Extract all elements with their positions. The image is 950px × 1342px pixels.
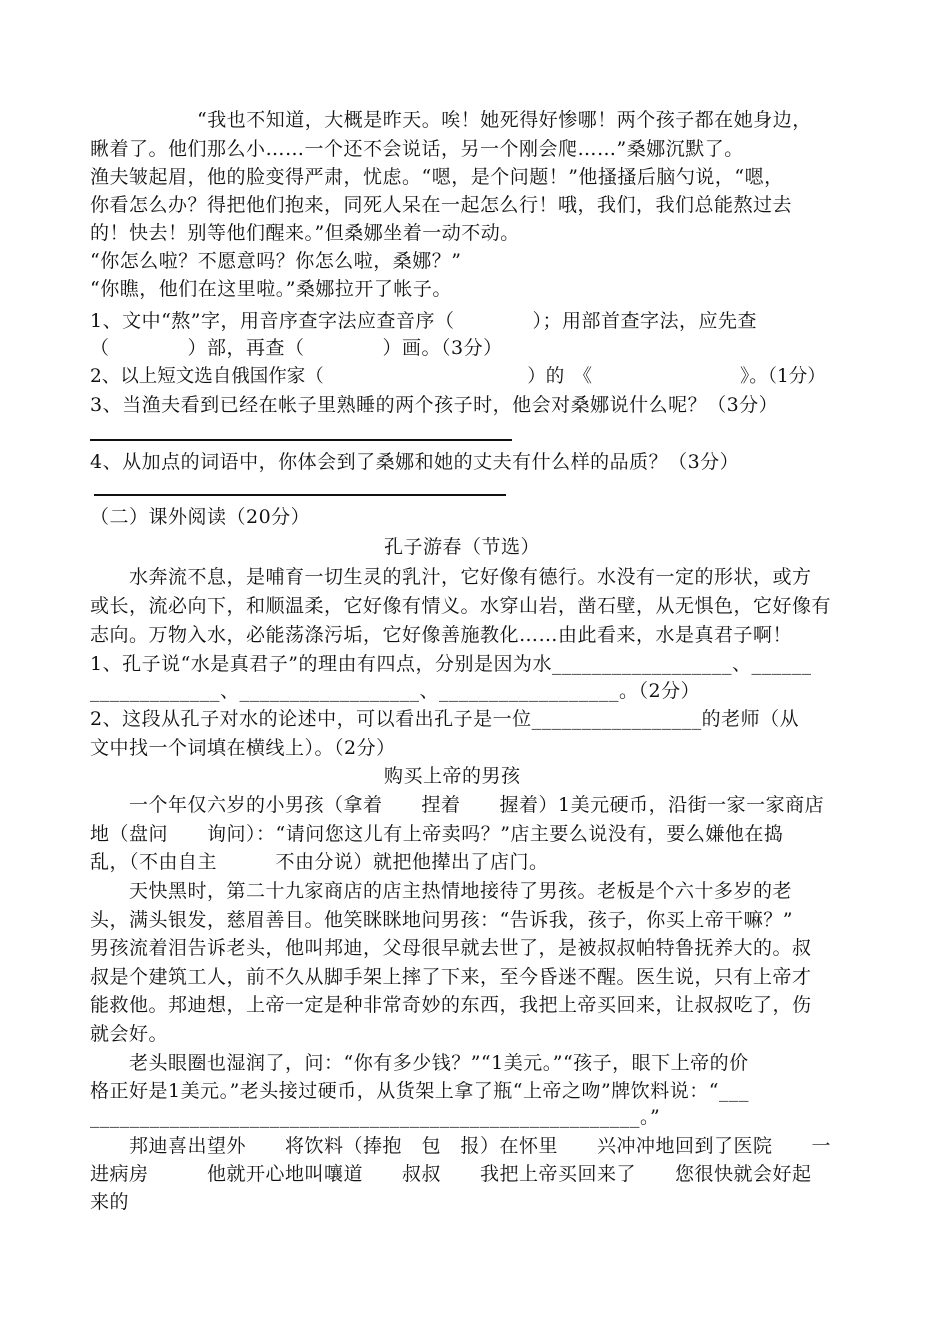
- answer-line: [90, 439, 512, 441]
- passage-line: 志向。万物入水，必能荡涤污垢，它好像善施教化……由此看来，水是真君子啊！: [90, 624, 793, 646]
- passage-line: 水奔流不息，是哺育一切生灵的乳汁，它好像有德行。水没有一定的形状，或方: [90, 566, 812, 588]
- passage-line: “你怎么啦？不愿意吗？你怎么啦，桑娜？”: [90, 250, 462, 272]
- question-3: 3、当渔夫看到已经在帐子里熟睡的两个孩子时，他会对桑娜说什么呢？（3分）: [90, 394, 779, 416]
- question-1: 1、文中“熬”字，用音序查字法应查音序（ ）；用部首查字法，应先查: [90, 310, 758, 332]
- passage-line: 男孩流着泪告诉老头，他叫邦迪，父母很早就去世了，是被叔叔帕特鲁抚养大的。叔: [90, 937, 812, 959]
- passage-line: 格正好是1美元。”老头接过硬币，从货架上拿了瓶“上帝之吻”牌饮料说：“___: [90, 1080, 749, 1102]
- passage-line: 邦迪喜出望外 将饮料（捧抱 包 报）在怀里 兴冲冲地回到了医院 一: [90, 1135, 832, 1157]
- question-2-cont: 文中找一个词填在横线上）。（2分）: [90, 737, 396, 759]
- passage-line: 来的: [90, 1191, 130, 1213]
- passage-line: “你瞧，他们在这里啦。”桑娜拉开了帐子。: [90, 278, 452, 300]
- question-1-cont: _____________、__________________、__________________。（2分）: [90, 680, 701, 702]
- passage-line: 渔夫皱起眉，他的脸变得严肃，忧虑。“嗯，是个问题！”他搔搔后脑勺说，“嗯，: [90, 166, 784, 188]
- passage-line: “我也不知道，大概是昨天。唉！她死得好惨哪！两个孩子都在她身边，: [197, 109, 812, 131]
- answer-line: [94, 494, 506, 496]
- passage-title: 购买上帝的男孩: [384, 765, 521, 787]
- question-2: 2、以上短文选自俄国作家（ ）的 《 》。（1分）: [90, 366, 826, 387]
- section-heading: （二）课外阅读（20分）: [90, 506, 311, 528]
- passage-line: 地（盘问 询问）：“请问您这儿有上帝卖吗？”店主要么说没有，要么嫌他在捣: [90, 823, 784, 845]
- passage-line: 能救他。邦迪想，上帝一定是种非常奇妙的东西，我把上帝买回来，让叔叔吃了，伤: [90, 994, 812, 1016]
- question-1-cont: （ ）部，再查（ ）画。（3分）: [90, 337, 503, 359]
- passage-line: 头，满头银发，慈眉善目。他笑眯眯地问男孩：“告诉我，孩子，你买上帝干嘛？”: [90, 909, 793, 931]
- passage-line: 就会好。: [90, 1023, 169, 1045]
- passage-line: 乱，（不由自主 不由分说）就把他撵出了店门。: [90, 851, 549, 873]
- passage-line: 老头眼圈也湿润了，问：“你有多少钱？”“1美元。”“孩子，眼下上帝的价: [90, 1052, 749, 1074]
- passage-line: 进病房 他就开心地叫嚷道 叔叔 我把上帝买回来了 您很快就会好起: [90, 1163, 812, 1185]
- question-1: 1、孔子说“水是真君子”的理由有四点，分别是因为水__________________、______: [90, 653, 812, 675]
- passage-line: 或长，流必向下，和顺温柔，它好像有情义。水穿山岩，凿石壁，从无惧色，它好像有: [90, 595, 832, 617]
- question-2: 2、这段从孔子对水的论述中，可以看出孔子是一位_________________的老师（从: [90, 708, 800, 730]
- passage-line: 一个年仅六岁的小男孩（拿着 捏着 握着）1美元硬币，沿街一家一家商店: [90, 794, 825, 816]
- passage-line: _______________________________________________________。”: [90, 1106, 661, 1128]
- passage-title: 孔子游春（节选）: [384, 536, 541, 558]
- question-4: 4、从加点的词语中，你体会到了桑娜和她的丈夫有什么样的品质？（3分）: [90, 451, 740, 473]
- passage-line: 叔是个建筑工人，前不久从脚手架上摔了下来，至今昏迷不醒。医生说，只有上帝才: [90, 966, 812, 988]
- passage-line: 的！快去！别等他们醒来。”但桑娜坐着一动不动。: [90, 222, 520, 244]
- passage-line: 天快黑时，第二十九家商店的店主热情地接待了男孩。老板是个六十多岁的老: [90, 880, 793, 902]
- passage-line: 瞅着了。他们那么小……一个还不会说话，另一个刚会爬……”桑娜沉默了。: [90, 138, 744, 160]
- passage-line: 你看怎么办？得把他们抱来，同死人呆在一起怎么行！哦，我们，我们总能熬过去: [90, 194, 793, 216]
